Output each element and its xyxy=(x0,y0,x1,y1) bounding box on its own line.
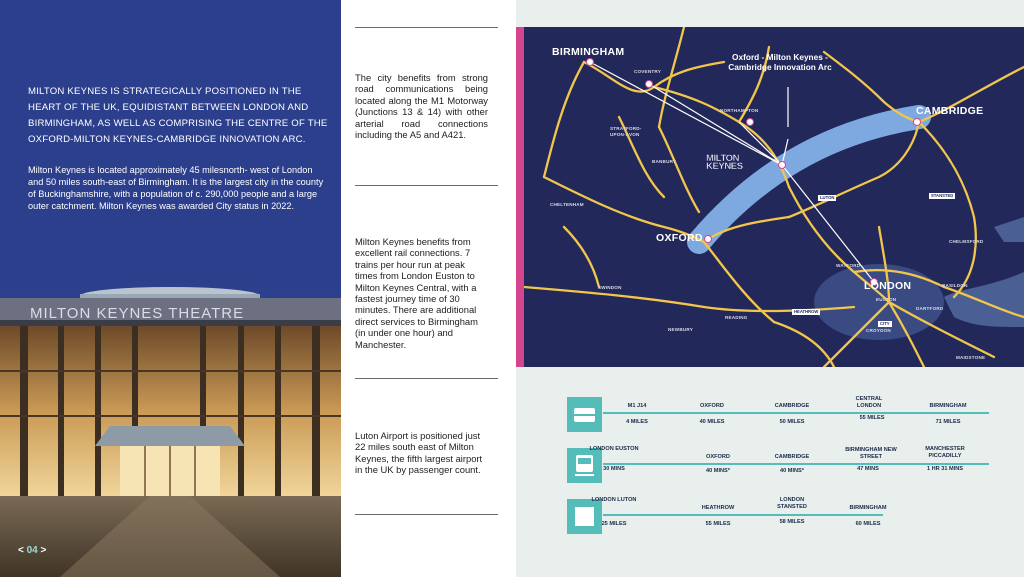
town-dartford: DARTFORD xyxy=(916,306,944,311)
theatre-sign: MILTON KEYNES THEATRE xyxy=(30,305,245,322)
road-dest-3: CAMBRIDGE xyxy=(774,403,810,409)
air-value-4: 60 MILES xyxy=(855,521,881,527)
air-dest-2: HEATHROW xyxy=(701,505,735,511)
town-cheltenham: CHELTENHAM xyxy=(550,202,584,207)
plane-icon xyxy=(567,499,602,534)
town-watford: WATFORD xyxy=(836,263,861,268)
theatre-photo xyxy=(0,276,341,577)
road-dest-4: CENTRAL LONDON xyxy=(855,396,883,409)
divider xyxy=(355,514,498,515)
milton-keynes-logo xyxy=(706,155,743,171)
town-stratford: STRATFORD-UPON-AVON xyxy=(610,126,642,137)
town-northampton: NORTHAMPTON xyxy=(720,108,759,113)
rail-dest-1: LONDON EUSTON xyxy=(589,446,639,452)
rail-value-1: 30 MINS xyxy=(603,466,625,472)
map-panel xyxy=(516,0,1024,577)
town-coventry: COVENTRY xyxy=(634,69,661,74)
page-prev[interactable]: < xyxy=(18,545,24,556)
rail-value-2: 40 MINS* xyxy=(706,468,730,474)
mk-logo-line2: KEYNES xyxy=(706,161,743,172)
rail-dest-4: BIRMINGHAM NEW STREET xyxy=(845,447,897,460)
town-stansted: STANSTED xyxy=(931,193,954,198)
road-icon xyxy=(567,397,602,432)
town-city: CITY xyxy=(880,321,890,326)
map-accent-bar xyxy=(516,27,524,367)
air-value-3: 58 MILES xyxy=(779,519,805,525)
town-basildon: BASILDON xyxy=(942,283,968,288)
road-value-4: 55 MILES xyxy=(859,415,885,421)
road-dest-2: OXFORD xyxy=(700,403,724,409)
town-newbury: NEWBURY xyxy=(668,327,693,332)
road-value-3: 50 MILES xyxy=(779,419,805,425)
air-dest-1: LONDON LUTON xyxy=(591,497,637,503)
page-number xyxy=(18,545,46,556)
town-swindon: SWINDON xyxy=(598,285,622,290)
row-divider xyxy=(603,412,989,414)
page-next[interactable]: > xyxy=(40,545,47,556)
air-text: Luton Airport is positioned just 22 miles south east of Milton Keynes, the fifth largest airport in the UK by passenger count. xyxy=(355,430,483,476)
divider xyxy=(355,27,498,28)
air-value-1: 25 MILES xyxy=(601,521,627,527)
town-croydon: CROYDON xyxy=(866,328,891,333)
intro-panel xyxy=(0,0,341,577)
travel-row-rail xyxy=(567,448,1023,492)
map-label-birmingham: BIRMINGHAM xyxy=(552,46,625,58)
rail-dest-2: OXFORD xyxy=(706,454,730,460)
town-luton: LUTON xyxy=(820,195,835,200)
mk-logo-line1: MILTON xyxy=(706,153,740,164)
map-label-oxford: OXFORD xyxy=(656,232,703,244)
air-value-2: 55 MILES xyxy=(705,521,731,527)
divider xyxy=(355,185,498,186)
town-maidstone: MAIDSTONE xyxy=(956,355,986,360)
location-map xyxy=(524,27,1024,367)
road-value-2: 40 MILES xyxy=(699,419,725,425)
intro-heading: MILTON KEYNES IS STRATEGICALLY POSITIONED IN THE HEART OF THE UK, EQUIDISTANT BETWEEN LONDON AND BIRMINGHAM, AS WELL AS COMPRISING THE CENTRE OF THE OXFORD-MILTON KEYNES-CAMBRIDGE INNOVATION ARC. xyxy=(28,86,328,145)
road-text: The city benefits from strong road communications being located along the M1 Motorway (Junctions 13 & 14) with other arterial road connections including the A5 and A421. xyxy=(355,72,488,141)
rail-value-5: 1 HR 31 MINS xyxy=(926,466,964,472)
page-number-value: 04 xyxy=(26,545,38,556)
rail-text: Milton Keynes benefits from excellent rail connections. 7 trains per hour run at peak times from London Euston to Milton Keynes Central, with a fastest journey time of 30 minutes. There are additional direct services to Birmingham (in under one hour) and Manchester. xyxy=(355,236,478,350)
map-label-london: LONDON xyxy=(864,280,912,292)
rail-value-4: 47 MINS xyxy=(857,466,879,472)
rail-value-3: 40 MINS* xyxy=(780,468,804,474)
divider xyxy=(355,378,498,379)
road-value-1: 4 MILES xyxy=(626,419,648,425)
map-label-cambridge: CAMBRIDGE xyxy=(916,105,984,117)
row-divider xyxy=(603,514,883,516)
town-chelmsford: CHELMSFORD xyxy=(949,239,984,244)
rail-dest-3: CAMBRIDGE xyxy=(774,454,810,460)
intro-body: Milton Keynes is located approximately 45 milesnorth- west of London and 50 miles south-east of Birmingham. It is the largest city in the county of Buckinghamshire, with a population of c. 290,000 people and a large outer catchment. Milton Keynes was awarded City status in 2022. xyxy=(28,165,324,211)
town-euston: EUSTON xyxy=(876,297,897,302)
town-reading: READING xyxy=(725,315,748,320)
town-heathrow: HEATHROW xyxy=(794,309,819,314)
row-divider xyxy=(603,463,989,465)
town-banbury: BANBURY xyxy=(652,159,677,164)
travel-row-road xyxy=(567,397,1023,441)
travel-row-air xyxy=(567,499,1023,543)
air-dest-4: BIRMINGHAM xyxy=(849,505,887,511)
road-dest-1: M1 J14 xyxy=(627,403,647,409)
road-dest-5: BIRMINGHAM xyxy=(929,403,967,409)
transport-text-column xyxy=(341,0,516,577)
air-dest-3: LONDON STANSTED xyxy=(777,497,807,510)
innovation-arc-label: Oxford - Milton Keynes - Cambridge Innovation Arc xyxy=(728,52,832,72)
road-value-5: 71 MILES xyxy=(935,419,961,425)
rail-dest-5: MANCHESTER PICCADILLY xyxy=(925,446,965,459)
